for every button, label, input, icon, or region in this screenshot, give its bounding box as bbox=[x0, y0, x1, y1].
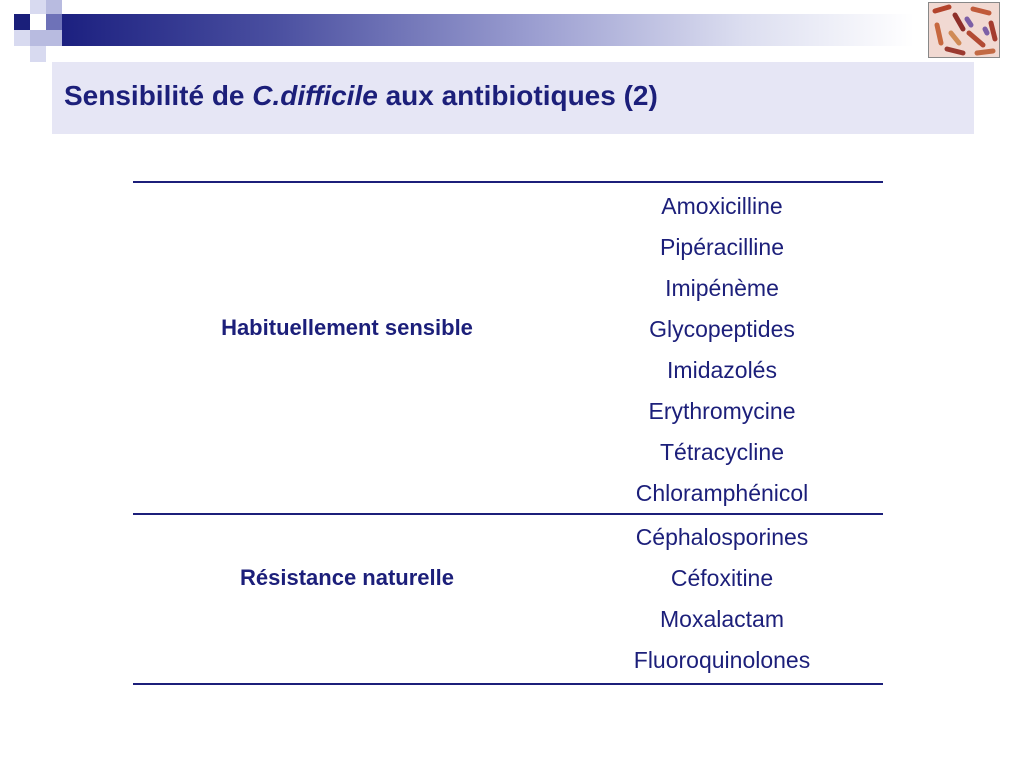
title-prefix: Sensibilité de bbox=[64, 80, 253, 111]
slide-title bbox=[64, 80, 658, 112]
drug-item: Glycopeptides bbox=[649, 316, 795, 342]
title-suffix: aux antibiotiques (2) bbox=[377, 80, 658, 111]
drug-item: Céfoxitine bbox=[670, 565, 774, 591]
drug-item: Fluoroquinolones bbox=[633, 647, 811, 673]
category-resistance: Résistance naturelle bbox=[240, 565, 454, 590]
table-bottom-rule bbox=[133, 683, 883, 685]
bacteria-microscopy-image bbox=[928, 2, 1000, 58]
table-top-rule bbox=[133, 181, 883, 183]
drug-item: Moxalactam bbox=[660, 606, 784, 632]
decor-square bbox=[30, 0, 46, 14]
drug-item: Céphalosporines bbox=[635, 524, 809, 550]
drug-item: Tétracycline bbox=[660, 439, 784, 465]
decor-square bbox=[14, 14, 30, 30]
decor-square bbox=[46, 0, 62, 14]
decor-square bbox=[46, 14, 62, 30]
decor-square bbox=[30, 46, 46, 62]
drug-item: Amoxicilline bbox=[661, 193, 783, 219]
drug-item: Erythromycine bbox=[648, 398, 796, 424]
drug-list-sensible bbox=[572, 186, 872, 514]
header-gradient-bar bbox=[62, 14, 914, 46]
drug-item: Chloramphénicol bbox=[635, 480, 809, 506]
drug-item: Imidazolés bbox=[667, 357, 777, 383]
decor-square bbox=[30, 30, 46, 46]
drug-item: Imipénème bbox=[665, 275, 779, 301]
category-sensible: Habituellement sensible bbox=[221, 315, 473, 340]
title-organism: C.difficile bbox=[252, 80, 378, 111]
decor-square bbox=[14, 30, 30, 46]
drug-list-resistance bbox=[572, 517, 872, 681]
decor-square bbox=[46, 30, 62, 46]
drug-item: Pipéracilline bbox=[659, 234, 784, 260]
